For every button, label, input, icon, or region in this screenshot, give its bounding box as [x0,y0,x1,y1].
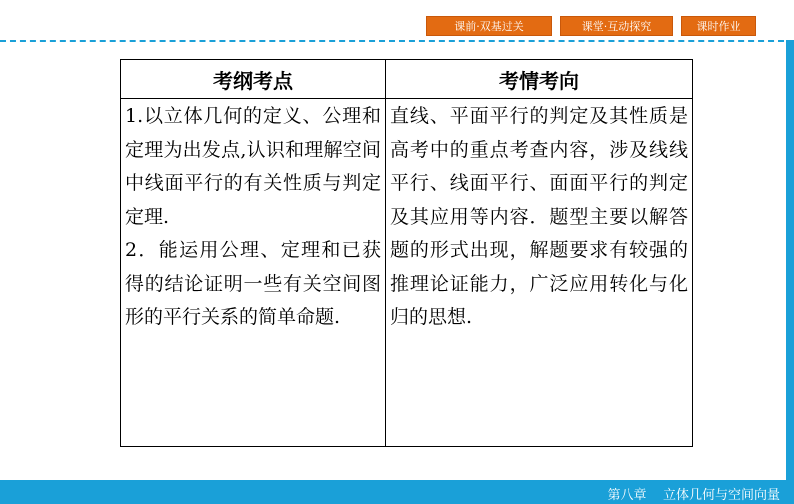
nav-button-homework[interactable]: 课时作业 [681,16,756,36]
table-row [121,99,693,447]
syllabus-point-2: 2．能运用公理、定理和已获得的结论证明一些有关空间图形的平行关系的简单命题. [125,239,381,328]
trend-cell [386,99,693,447]
chapter-title: 第八章 立体几何与空间向量 [607,488,780,503]
header-exam-trends: 考情考向 [386,60,693,99]
header-divider [0,40,794,42]
trend-text: 直线、平面平行的判定及其性质是高考中的重点考查内容，涉及线线平行、线面平行、面面平行的判定及其应用等内容．题型主要以解答题的形式出现，解题要求有较强的推理论证能力，广泛应用转化与化归的思想. [390,105,688,328]
nav-button-pre-class[interactable]: 课前·双基过关 [426,16,552,36]
table-header-row [121,60,693,99]
nav-button-in-class[interactable]: 课堂·互动探究 [560,16,673,36]
top-navigation [0,16,794,38]
syllabus-cell [121,99,386,447]
exam-points-table [120,59,693,447]
footer-bar [0,480,794,504]
syllabus-point-1: 1.以立体几何的定义、公理和定理为出发点,认识和理解空间中线面平行的有关性质与判定定理. [125,105,381,228]
exam-points-table-wrapper [120,59,692,447]
right-accent-bar [786,40,794,480]
header-syllabus-points: 考纲考点 [121,60,386,99]
